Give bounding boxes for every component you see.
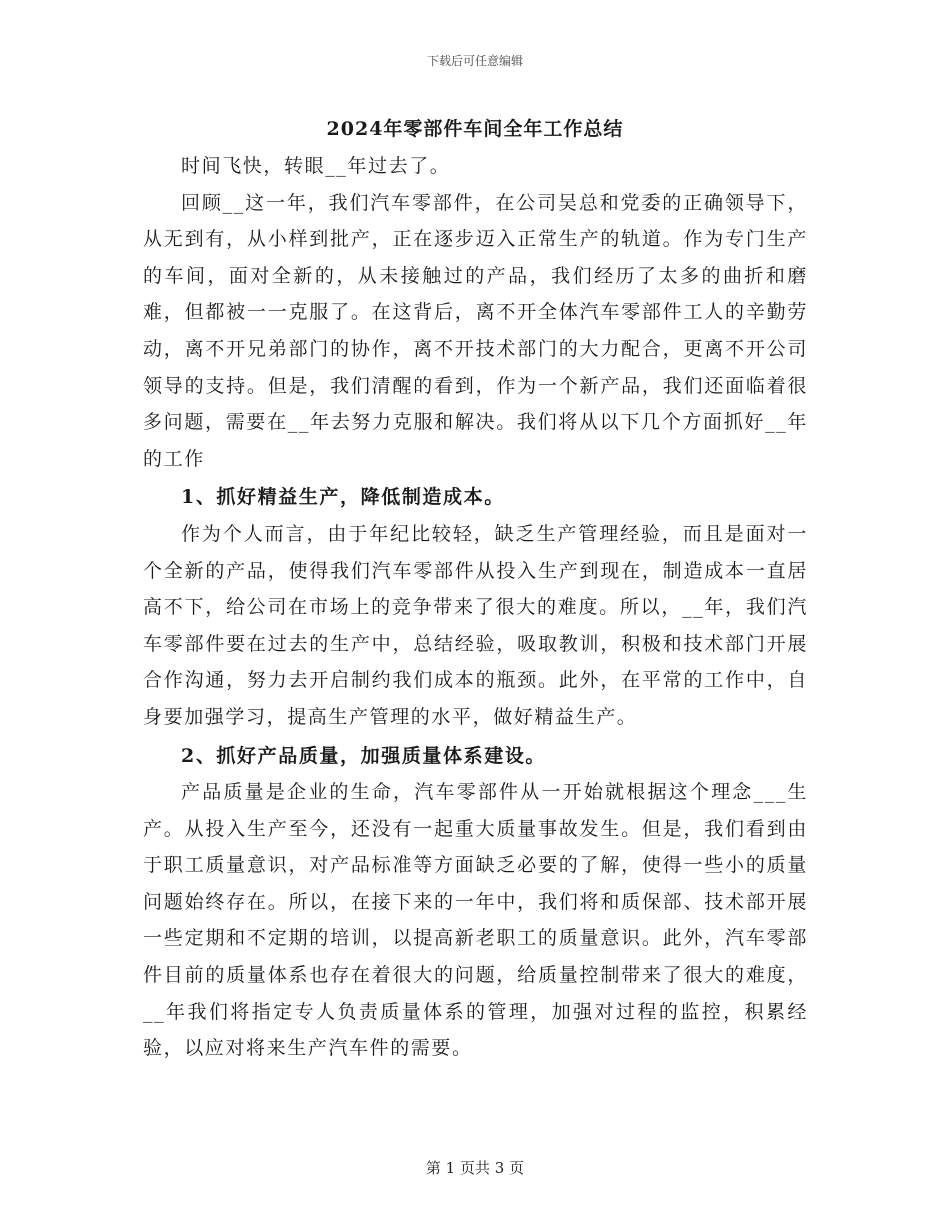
document-body bbox=[143, 148, 808, 1067]
paragraph-section-2: 产品质量是企业的生命，汽车零部件从一开始就根据这个理念___生产。从投入生产至今，还没有一起重大质量事故发生。但是，我们看到由于职工质量意识，对产品标准等方面缺乏必要的了解，使得一些小的质量问题始终存在。所以，在接下来的一年中，我们将和质保部、技术部开展一些定期和不定期的培训，以提高新老职工的质量意识。此外，汽车零部件目前的质量体系也存在着很大的问题，给质量控制带来了很大的难度，__年我们将指定专人负责质量体系的管理，加强对过程的监控，积累经验，以应对将来生产汽车件的需要。 bbox=[143, 781, 808, 1060]
paragraph-review: 回顾__这一年，我们汽车零部件，在公司吴总和党委的正确领导下，从无到有，从小样到批产，正在逐步迈入正常生产的轨道。作为专门生产的车间，面对全新的，从未接触过的产品，我们经历了太多的曲折和磨难，但都被一一克服了。在这背后，离不开全体汽车零部件工人的辛勤劳动，离不开兄弟部门的协作，离不开技术部门的大力配合，更离不开公司领导的支持。但是，我们清醒的看到，作为一个新产品，我们还面临着很多问题，需要在__年去努力克服和解决。我们将从以下几个方面抓好__年的工作 bbox=[143, 191, 808, 470]
page-header-note: 下载后可任意编辑 bbox=[426, 54, 523, 68]
paragraph-intro: 时间飞快，转眼__年过去了。 bbox=[181, 155, 451, 177]
paragraph-section-1: 作为个人而言，由于年纪比较轻，缺乏生产管理经验，而且是面对一个全新的产品，使得我们汽车零部件从投入生产到现在，制造成本一直居高不下，给公司在市场上的竞争带来了很大的难度。所以，__年，我们汽车零部件要在过去的生产中，总结经验，吸取教训，积极和技术部门开展合作沟通，努力去开启制约我们成本的瓶颈。此外，在平常的工作中，自身要加强学习，提高生产管理的水平，做好精益生产。 bbox=[143, 522, 808, 728]
section-heading-1: 1、抓好精益生产，降低制造成本。 bbox=[181, 486, 505, 509]
document-title: 2024年零部件车间全年工作总结 bbox=[326, 118, 624, 140]
section-heading-2: 2、抓好产品质量，加强质量体系建设。 bbox=[181, 744, 547, 767]
page-number: 第 1 页共 3 页 bbox=[425, 1159, 525, 1177]
